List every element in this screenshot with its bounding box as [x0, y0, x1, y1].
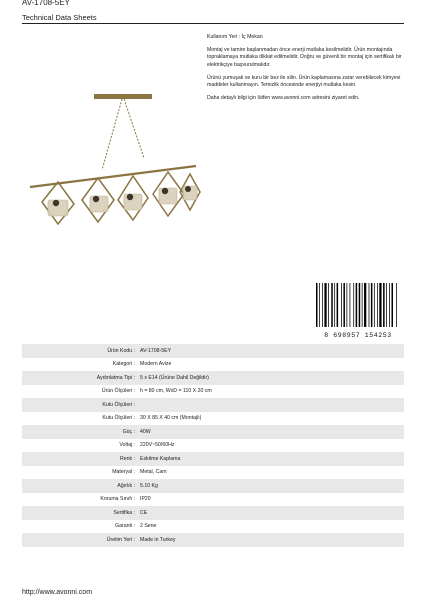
- usage-text: Kullanım Yeri : İç Mekan: [207, 34, 263, 40]
- spec-row: [22, 533, 404, 547]
- footer-url[interactable]: http://www.avonni.com: [22, 589, 93, 596]
- cleaning-paragraph: Ürünü yumuşak ve kuru bir bez ile silin. Ürün kaplamasına zarar verebilecek kimyevi maddeler kullanmayın. Temizlik öncesinde enerjiyi mutlaka kesin.: [207, 74, 401, 89]
- spec-label: Ürün Ölçüleri :: [101, 388, 135, 395]
- spec-label: Ağırlık :: [117, 482, 135, 489]
- spec-label: Üretim Yeri :: [106, 536, 135, 543]
- spec-value: 40W: [140, 428, 151, 435]
- spec-label: Voltaj :: [119, 442, 135, 449]
- spec-label: Kutu Ölçüleri :: [102, 401, 135, 408]
- barcode: [314, 283, 402, 339]
- spec-label: Koruma Sınıfı :: [100, 496, 135, 503]
- spec-value: Modern Avize: [140, 361, 172, 368]
- spec-row: [22, 520, 404, 534]
- safety-paragraph: Montaj ve tamire başlanmadan önce enerji mutlaka kesilmelidir. Ürün montajında topraklamaya mutlaka dikkat edilmelidir. Doğru ve güvenli bir montaj için sertifikalı bir elektrikçiye başvurulmalıdır.: [207, 47, 402, 68]
- spec-row: [22, 371, 404, 385]
- spec-row: [22, 398, 404, 412]
- spec-label: Renk :: [120, 455, 135, 462]
- spec-label: Güç :: [122, 428, 135, 435]
- spec-value: [137, 398, 404, 412]
- spec-value: Made in Turkey: [140, 536, 176, 543]
- spec-value: 220V~50/60Hz: [140, 442, 175, 449]
- spec-label: Garanti :: [115, 523, 135, 530]
- product-code-heading: AV-1708-5EY: [22, 0, 70, 7]
- spec-row: [22, 385, 404, 399]
- spec-row: [22, 493, 404, 507]
- barcode-digits: 8 698957 154253: [324, 332, 392, 339]
- spec-row: [22, 358, 404, 372]
- spec-label: Kutu Ölçüleri :: [102, 415, 135, 422]
- spec-row: [22, 425, 404, 439]
- spec-row: [22, 479, 404, 493]
- spec-row: [22, 344, 404, 358]
- spec-label: Materyal :: [112, 469, 135, 476]
- spec-value: h = 80 cm, WxD = 110 X 20 cm: [140, 388, 212, 395]
- barcode-bars: [314, 283, 402, 327]
- spec-value: CE: [140, 509, 148, 516]
- spec-row: [22, 412, 404, 426]
- spec-value: Metal, Cam: [140, 469, 167, 476]
- spec-value: 5 x E14 (Ürüne Dahil Değildir): [140, 374, 209, 381]
- spec-label: Sertifika :: [113, 509, 135, 516]
- info-block: [207, 34, 407, 108]
- header-divider: [22, 23, 404, 24]
- spec-value: AV-1708-5EY: [140, 347, 172, 354]
- spec-row: [22, 452, 404, 466]
- spec-value: 30 X 85 X 40 cm (Montajlı): [140, 415, 202, 422]
- spec-label: Kategori :: [112, 361, 135, 368]
- spec-value: 2 Sene: [140, 523, 157, 530]
- spec-row: [22, 466, 404, 480]
- spec-label: Aydınlatma Tipi :: [96, 374, 135, 381]
- document-title: Technical Data Sheets: [22, 13, 97, 22]
- spec-value: 5.10 Kg: [140, 482, 158, 489]
- chandelier-image: [20, 92, 202, 268]
- specs-table: [22, 344, 404, 547]
- spec-value: Eskitme Kaplama: [140, 455, 181, 462]
- spec-value: IP20: [140, 496, 151, 503]
- spec-label: Ürün Kodu :: [107, 347, 135, 354]
- website-paragraph: Daha detaylı bilgi için lütfen www.avonni.com adresini ziyaret edin.: [207, 95, 360, 102]
- spec-row: [22, 506, 404, 520]
- spec-row: [22, 439, 404, 453]
